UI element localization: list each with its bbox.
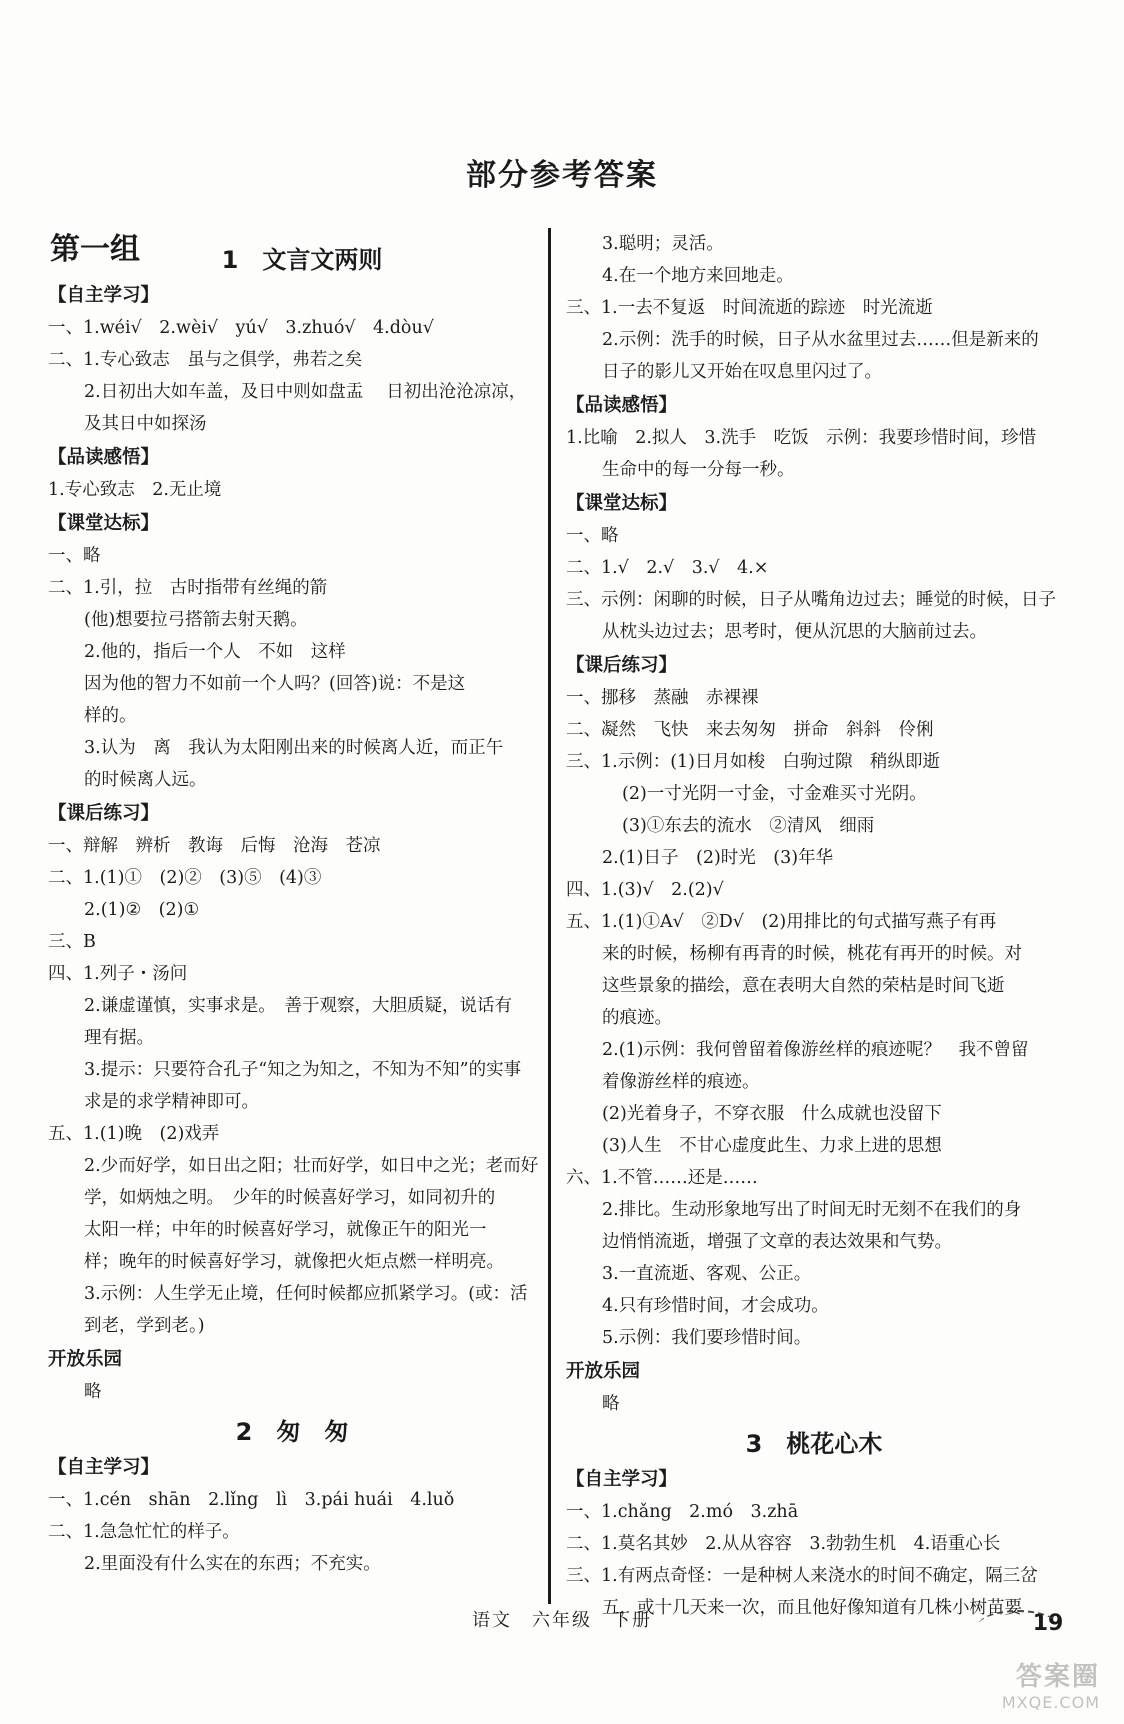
column-divider — [548, 228, 551, 1604]
answer-line: 2.他的，指后一个人 不如 这样 — [84, 642, 346, 662]
section-heading: 开放乐园 — [566, 1361, 641, 1382]
lesson-1-answers — [48, 280, 539, 1408]
answer-line: 4.在一个地方来回地走。 — [602, 266, 794, 286]
answer-line: 一、1.cén shān 2.lǐng lì 3.pái huái 4.luǒ — [48, 1490, 455, 1510]
answer-line: 二、凝然 飞快 来去匆匆 拼命 斜斜 伶俐 — [566, 720, 934, 740]
answer-line: 理有据。 — [84, 1028, 154, 1048]
answer-line: 1.专心致志 2.无止境 — [48, 480, 222, 500]
answer-line: 3.示例：人生学无止境，任何时候都应抓紧学习。(或：活 — [84, 1284, 528, 1304]
answer-line: (3)人生 不甘心虚度此生、力求上进的思想 — [602, 1136, 942, 1156]
answer-line: 3.认为 离 我认为太阳刚出来的时候离人近，而正午 — [84, 738, 504, 758]
answer-line: 的痕迹。 — [602, 1008, 672, 1028]
answer-line: 三、B — [48, 932, 96, 952]
answer-line: 略 — [84, 1382, 102, 1402]
answer-line: 一、1.wéi√ 2.wèi√ yú√ 3.zhuó√ 4.dòu√ — [48, 318, 434, 338]
section-heading: 开放乐园 — [48, 1349, 123, 1370]
answer-line: 样；晚年的时候喜好学习，就像把火炬点燃一样明亮。 — [84, 1252, 504, 1272]
answer-line: 着像游丝样的痕迹。 — [602, 1072, 760, 1092]
section-heading: 【课堂达标】 — [566, 493, 678, 514]
answer-line: 二、1.专心致志 虽与之俱学，弗若之矣 — [48, 350, 363, 370]
answer-line: (2)光着身子，不穿衣服 什么成就也没留下 — [602, 1104, 942, 1124]
section-heading: 【课后练习】 — [566, 655, 678, 676]
answer-line: 三、1.一去不复返 时间流逝的踪迹 时光流逝 — [566, 298, 933, 318]
answer-line: 5.示例：我们要珍惜时间。 — [602, 1328, 812, 1348]
answer-line: 2.里面没有什么实在的东西；不充实。 — [84, 1554, 381, 1574]
watermark-logo: 答案圈 — [1015, 1662, 1100, 1692]
right-column — [566, 228, 1062, 1624]
lesson-2-title: 2 匆 匆 — [235, 1418, 349, 1446]
section-heading: 【品读感悟】 — [566, 395, 678, 416]
section-heading: 【品读感悟】 — [48, 447, 160, 468]
page-number-decoration — [978, 1610, 1058, 1642]
page-title: 部分参考答案 — [466, 158, 658, 193]
answer-line: 2.(1)示例：我何曾留着像游丝样的痕迹呢？ 我不曾留 — [602, 1040, 1029, 1060]
answer-line: 一、挪移 蒸融 赤裸裸 — [566, 688, 759, 708]
answer-line: 这些景象的描绘，意在表明大自然的荣枯是时间飞逝 — [602, 976, 1005, 996]
answer-line: 4.只有珍惜时间，才会成功。 — [602, 1296, 829, 1316]
section-heading: 【课后练习】 — [48, 803, 160, 824]
answer-line: 2.排比。生动形象地写出了时间无时无刻不在我们的身 — [602, 1200, 1022, 1220]
lesson-2-answers — [48, 1452, 536, 1580]
answer-line: 的时候离人远。 — [84, 770, 207, 790]
book-info: 语文 六年级 下册 — [472, 1610, 652, 1631]
lesson-1-title: 1 文言文两则 — [221, 246, 383, 274]
answer-line: 四、1.列子・汤问 — [48, 964, 188, 984]
answer-line: 及其日中如探汤 — [84, 414, 207, 434]
answer-line: 日子的影儿又开始在叹息里闪过了。 — [602, 362, 882, 382]
section-heading: 【自主学习】 — [48, 1457, 160, 1478]
answer-line: 三、1.有两点奇怪：一是种树人来浇水的时间不确定，隔三岔 — [566, 1566, 1038, 1586]
answer-line: 3.提示：只要符合孔子“知之为知之，不知为不知”的实事 — [84, 1060, 522, 1080]
answer-line: 1.比喻 2.拟人 3.洗手 吃饭 示例：我要珍惜时间，珍惜 — [566, 428, 1037, 448]
answer-line: (他)想要拉弓搭箭去射天鹅。 — [84, 610, 308, 630]
answer-line: 五，或十几天来一次，而且他好像知道有几株小树苗要 — [602, 1598, 1022, 1618]
answer-line: 二、1.引，拉 古时指带有丝绳的箭 — [48, 578, 328, 598]
answer-line: 求是的求学精神即可。 — [84, 1092, 259, 1112]
answer-line: 六、1.不管……还是…… — [566, 1168, 758, 1188]
answer-line: 生命中的每一分每一秒。 — [602, 460, 795, 480]
answer-line: 3.聪明；灵活。 — [602, 234, 724, 254]
section-heading: 【课堂达标】 — [48, 513, 160, 534]
answer-line: 来的时候，杨柳有再青的时候，桃花有再开的时候。对 — [602, 944, 1022, 964]
answer-line: 边悄悄流逝，增强了文章的表达效果和气势。 — [602, 1232, 952, 1252]
answer-line: 一、略 — [566, 526, 619, 546]
answer-line: 因为他的智力不如前一个人吗？(回答)说：不是这 — [84, 674, 466, 694]
answer-line: 到老，学到老。) — [84, 1316, 205, 1336]
answer-line: 略 — [602, 1394, 620, 1414]
answer-line: 2.谦虚谨慎，实事求是。 善于观察，大胆质疑，说话有 — [84, 996, 512, 1016]
lesson-3-answers — [566, 1464, 1062, 1624]
answer-line: 一、辩解 辨析 教诲 后悔 沧海 苍凉 — [48, 836, 381, 856]
page-number-text: 19 — [1032, 1611, 1064, 1636]
answer-line: 学，如炳烛之明。 少年的时候喜好学习，如同初升的 — [84, 1188, 496, 1208]
answer-line: 三、示例：闲聊的时候，日子从嘴角边过去；睡觉的时候，日子 — [566, 590, 1056, 610]
lesson-3-title: 3 桃花心木 — [745, 1430, 883, 1458]
lesson-2-answers-continued — [566, 228, 1062, 1420]
section-heading: 【自主学习】 — [48, 285, 160, 306]
answer-line: 一、1.chǎng 2.mó 3.zhā — [566, 1502, 799, 1522]
answer-line: 2.日初出大如车盖，及日中则如盘盂 日初出沧沧凉凉， — [84, 382, 527, 402]
answer-line: 2.少而好学，如日出之阳；壮而好学，如日中之光；老而好 — [84, 1156, 539, 1176]
answer-line: 从枕头边过去；思考时，便从沉思的大脑前过去。 — [602, 622, 987, 642]
answer-line: 2.(1)日子 (2)时光 (3)年华 — [602, 848, 834, 868]
answer-line: 太阳一样；中年的时候喜好学习，就像正午的阳光一 — [84, 1220, 487, 1240]
answer-line: 3.一直流逝、客观、公正。 — [602, 1264, 812, 1284]
group-title: 第一组 — [50, 232, 140, 267]
answer-line: 二、1.莫名其妙 2.从从容容 3.勃勃生机 4.语重心长 — [566, 1534, 1001, 1554]
answer-line: 四、1.(3)√ 2.(2)√ — [566, 880, 724, 900]
answer-line: 2.(1)② (2)① — [84, 900, 200, 920]
answer-line: 一、略 — [48, 546, 101, 566]
answer-line: 样的。 — [84, 706, 137, 726]
section-heading: 【自主学习】 — [566, 1469, 678, 1490]
answer-line: 三、1.示例：(1)日月如梭 白驹过隙 稍纵即逝 — [566, 752, 940, 772]
answer-line: 2.示例：洗手的时候，日子从水盆里过去……但是新来的 — [602, 330, 1039, 350]
answer-line: 五、1.(1)①A√ ②D√ (2)用排比的句式描写燕子有再 — [566, 912, 997, 932]
answer-line: 二、1.√ 2.√ 3.√ 4.× — [566, 558, 769, 578]
answer-line: 五、1.(1)晚 (2)戏弄 — [48, 1124, 220, 1144]
answer-line: (3)①东去的流水 ②清风 细雨 — [622, 816, 875, 836]
left-column — [48, 228, 539, 1580]
answer-line: 二、1.(1)① (2)② (3)⑤ (4)③ — [48, 868, 322, 888]
answer-line: (2)一寸光阴一寸金，寸金难买寸光阴。 — [622, 784, 927, 804]
watermark-url: MXQE.COM — [1001, 1693, 1100, 1712]
answer-line: 二、1.急急忙忙的样子。 — [48, 1522, 240, 1542]
watermark — [900, 1656, 1100, 1716]
page-number — [1018, 1592, 1078, 1636]
